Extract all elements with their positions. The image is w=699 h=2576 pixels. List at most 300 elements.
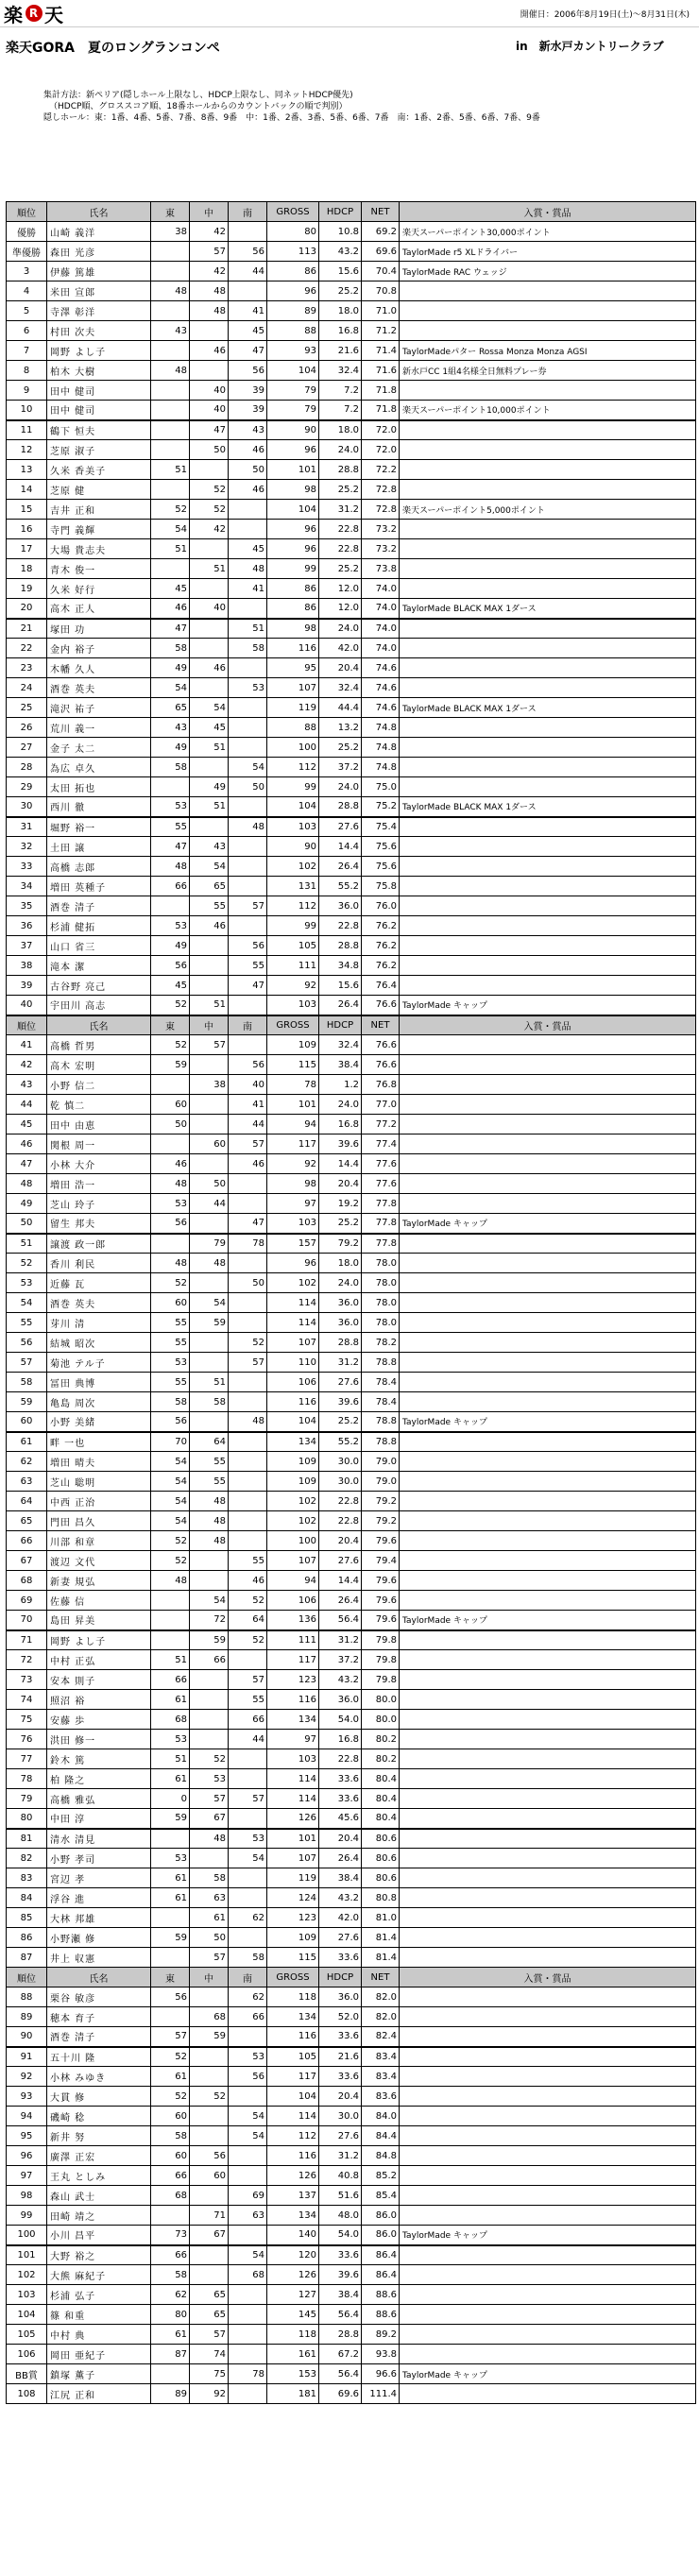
cell-gross: 99: [267, 916, 319, 936]
cell-rank: 29: [7, 777, 47, 797]
cell-hdcp: 25.2: [319, 281, 362, 301]
cell-hdcp: 21.6: [319, 2047, 362, 2067]
cell-net: 75.6: [362, 837, 400, 857]
table-header-row: [7, 1968, 696, 1987]
cell-gross: 134: [267, 2007, 319, 2027]
cell-south: 51: [229, 619, 267, 639]
cell-hdcp: 48.0: [319, 2206, 362, 2226]
cell-east: 54: [151, 1452, 190, 1472]
cell-prize: [400, 1313, 696, 1333]
cell-net: 77.4: [362, 1134, 400, 1154]
cell-south: 55: [229, 1690, 267, 1710]
cell-name: 堀野 裕一: [47, 817, 151, 837]
cell-south: [229, 599, 267, 619]
cell-prize: [400, 1769, 696, 1789]
cell-hdcp: 32.4: [319, 1035, 362, 1055]
cell-gross: 137: [267, 2186, 319, 2206]
table-row: [7, 2245, 696, 2265]
table-row: [7, 797, 696, 817]
cell-east: 59: [151, 1809, 190, 1829]
cell-rank: 94: [7, 2107, 47, 2126]
cell-south: 47: [229, 341, 267, 361]
cell-hdcp: 18.0: [319, 420, 362, 440]
table-row: [7, 599, 696, 619]
cell-name: 森山 武士: [47, 2186, 151, 2206]
cell-south: [229, 2305, 267, 2325]
cell-rank: 83: [7, 1868, 47, 1888]
column-header-net: NET: [362, 1015, 400, 1035]
cell-hdcp: 56.4: [319, 2305, 362, 2325]
cell-gross: 86: [267, 599, 319, 619]
cell-name: 栗谷 敏彦: [47, 1987, 151, 2007]
cell-net: 80.8: [362, 1888, 400, 1908]
cell-net: 88.6: [362, 2285, 400, 2305]
cell-south: 39: [229, 401, 267, 420]
cell-net: 74.6: [362, 658, 400, 678]
cell-east: 73: [151, 2226, 190, 2245]
cell-name: 酒巻 英夫: [47, 1293, 151, 1313]
cell-gross: 109: [267, 1452, 319, 1472]
cell-prize: [400, 2245, 696, 2265]
event-period: 開催日：2006年8月19日(土)〜8月31日(木): [520, 10, 690, 20]
cell-hdcp: 24.0: [319, 777, 362, 797]
table-row: [7, 738, 696, 758]
cell-net: 86.4: [362, 2245, 400, 2265]
table-row: [7, 1670, 696, 1690]
cell-south: 54: [229, 2126, 267, 2146]
cell-south: [229, 837, 267, 857]
cell-south: [229, 2285, 267, 2305]
table-row: [7, 2226, 696, 2245]
cell-name: 小野 孝司: [47, 1849, 151, 1868]
cell-prize: [400, 1670, 696, 1690]
cell-center: 45: [190, 718, 229, 738]
cell-center: [190, 678, 229, 698]
table-row: [7, 381, 696, 401]
cell-gross: 115: [267, 1948, 319, 1968]
table-row: [7, 539, 696, 559]
cell-gross: 181: [267, 2384, 319, 2404]
cell-south: [229, 1492, 267, 1511]
cell-prize: [400, 1690, 696, 1710]
table-row: [7, 2325, 696, 2345]
cell-net: 79.6: [362, 1531, 400, 1551]
cell-prize: [400, 896, 696, 916]
cell-center: 54: [190, 1591, 229, 1611]
cell-name: 大貫 修: [47, 2087, 151, 2107]
cell-name: 近藤 瓦: [47, 1273, 151, 1293]
cell-rank: 28: [7, 758, 47, 777]
cell-hdcp: 32.4: [319, 678, 362, 698]
cell-east: [151, 1948, 190, 1968]
cell-east: 58: [151, 2265, 190, 2285]
cell-hdcp: 31.2: [319, 1353, 362, 1373]
cell-east: 52: [151, 1273, 190, 1293]
table-row: [7, 262, 696, 281]
cell-south: 55: [229, 1551, 267, 1571]
cell-center: 58: [190, 1392, 229, 1412]
cell-center: 52: [190, 1749, 229, 1769]
cell-center: 67: [190, 1809, 229, 1829]
table-row: [7, 1849, 696, 1868]
table-row: [7, 1313, 696, 1333]
cell-gross: 127: [267, 2285, 319, 2305]
cell-net: 93.8: [362, 2345, 400, 2364]
cell-east: 49: [151, 738, 190, 758]
cell-hdcp: 20.4: [319, 1829, 362, 1849]
cell-south: [229, 1392, 267, 1412]
cell-name: 高木 宏明: [47, 1055, 151, 1075]
cell-south: 62: [229, 1987, 267, 2007]
table-row: [7, 658, 696, 678]
table-row: [7, 777, 696, 797]
cell-center: 51: [190, 996, 229, 1015]
cell-center: 59: [190, 2027, 229, 2047]
cell-gross: 116: [267, 1690, 319, 1710]
cell-prize: [400, 1849, 696, 1868]
cell-rank: 89: [7, 2007, 47, 2027]
cell-center: 48: [190, 301, 229, 321]
cell-rank: 25: [7, 698, 47, 718]
cell-south: [229, 1650, 267, 1670]
cell-rank: 106: [7, 2345, 47, 2364]
cell-south: [229, 2226, 267, 2245]
cell-gross: 89: [267, 301, 319, 321]
cell-name: 小野 美緒: [47, 1412, 151, 1432]
table-row: [7, 1571, 696, 1591]
cell-center: 52: [190, 2087, 229, 2107]
cell-hdcp: 33.6: [319, 2067, 362, 2087]
cell-prize: TaylorMade キャップ: [400, 996, 696, 1015]
cell-name: 川部 和章: [47, 1531, 151, 1551]
cell-gross: 94: [267, 1571, 319, 1591]
cell-prize: [400, 2186, 696, 2206]
cell-hdcp: 18.0: [319, 301, 362, 321]
cell-name: 安藤 歩: [47, 1710, 151, 1730]
cell-hdcp: 26.4: [319, 1591, 362, 1611]
table-row: [7, 976, 696, 996]
cell-prize: [400, 1591, 696, 1611]
cell-south: [229, 1174, 267, 1194]
cell-rank: 33: [7, 857, 47, 877]
cell-prize: [400, 2285, 696, 2305]
cell-rank: 10: [7, 401, 47, 420]
cell-hdcp: 38.4: [319, 1055, 362, 1075]
cell-hdcp: 7.2: [319, 401, 362, 420]
cell-east: 54: [151, 520, 190, 539]
cell-prize: [400, 1749, 696, 1769]
cell-gross: 123: [267, 1670, 319, 1690]
cell-hdcp: 51.6: [319, 2186, 362, 2206]
cell-name: 田中 健司: [47, 381, 151, 401]
cell-gross: 111: [267, 956, 319, 976]
cell-prize: [400, 758, 696, 777]
cell-net: 81.4: [362, 1948, 400, 1968]
cell-east: 61: [151, 1868, 190, 1888]
column-header-east: 東: [151, 1968, 190, 1987]
cell-east: 54: [151, 1492, 190, 1511]
cell-south: [229, 916, 267, 936]
cell-name: 岡野 よし子: [47, 1630, 151, 1650]
cell-center: [190, 1154, 229, 1174]
cell-rank: 11: [7, 420, 47, 440]
cell-hdcp: 27.6: [319, 817, 362, 837]
cell-rank: 27: [7, 738, 47, 758]
cell-net: 79.2: [362, 1511, 400, 1531]
cell-gross: 103: [267, 1749, 319, 1769]
cell-net: 84.0: [362, 2107, 400, 2126]
cell-rank: 4: [7, 281, 47, 301]
cell-east: 48: [151, 281, 190, 301]
table-row: [7, 1948, 696, 1968]
cell-rank: 57: [7, 1353, 47, 1373]
cell-net: 83.4: [362, 2067, 400, 2087]
cell-south: 52: [229, 1630, 267, 1650]
cell-east: [151, 2206, 190, 2226]
cell-south: 62: [229, 1908, 267, 1928]
cell-name: 井上 収憲: [47, 1948, 151, 1968]
cell-name: 滝本 潔: [47, 956, 151, 976]
cell-hdcp: 39.6: [319, 1134, 362, 1154]
cell-name: 中村 正弘: [47, 1650, 151, 1670]
cell-rank: 18: [7, 559, 47, 579]
table-row: [7, 1928, 696, 1948]
cell-hdcp: 14.4: [319, 1154, 362, 1174]
cell-net: 73.8: [362, 559, 400, 579]
cell-net: 79.8: [362, 1650, 400, 1670]
table-row: [7, 2047, 696, 2067]
cell-east: [151, 2364, 190, 2384]
table-row: [7, 2285, 696, 2305]
cell-gross: 98: [267, 1174, 319, 1194]
table-row: [7, 817, 696, 837]
cell-center: 54: [190, 1293, 229, 1313]
cell-prize: [400, 2345, 696, 2364]
cell-hdcp: 28.8: [319, 460, 362, 480]
cell-center: 56: [190, 2146, 229, 2166]
cell-gross: 107: [267, 1551, 319, 1571]
table-row: [7, 936, 696, 956]
cell-prize: [400, 2047, 696, 2067]
cell-south: 58: [229, 639, 267, 658]
cell-hdcp: 39.6: [319, 2265, 362, 2285]
cell-center: [190, 1987, 229, 2007]
cell-center: 50: [190, 1928, 229, 1948]
cell-prize: [400, 1373, 696, 1392]
column-header-hdcp: HDCP: [319, 1015, 362, 1035]
cell-net: 69.6: [362, 242, 400, 262]
cell-center: 63: [190, 1888, 229, 1908]
cell-center: 75: [190, 2364, 229, 2384]
cell-gross: 107: [267, 678, 319, 698]
cell-prize: [400, 916, 696, 936]
cell-net: 78.2: [362, 1333, 400, 1353]
column-header-name: 氏名: [47, 1015, 151, 1035]
cell-rank: 66: [7, 1531, 47, 1551]
table-row: [7, 1531, 696, 1551]
table-row: [7, 1868, 696, 1888]
cell-gross: 96: [267, 539, 319, 559]
cell-hdcp: 36.0: [319, 1293, 362, 1313]
cell-center: 64: [190, 1432, 229, 1452]
cell-prize: [400, 2027, 696, 2047]
cell-south: [229, 2325, 267, 2345]
cell-name: 田中 健司: [47, 401, 151, 420]
table-row: [7, 639, 696, 658]
table-row: [7, 2206, 696, 2226]
cell-gross: 78: [267, 1075, 319, 1095]
cell-net: 80.2: [362, 1730, 400, 1749]
table-row: [7, 1273, 696, 1293]
cell-east: 61: [151, 1690, 190, 1710]
cell-center: 48: [190, 1531, 229, 1551]
cell-prize: [400, 1095, 696, 1115]
cell-net: 74.6: [362, 678, 400, 698]
cell-prize: [400, 1353, 696, 1373]
cell-net: 79.6: [362, 1591, 400, 1611]
cell-gross: 104: [267, 797, 319, 817]
cell-gross: 105: [267, 2047, 319, 2067]
cell-name: 高橋 哲男: [47, 1035, 151, 1055]
column-header-net: NET: [362, 1968, 400, 1987]
cell-hdcp: 42.0: [319, 639, 362, 658]
cell-name: 岡田 亜紀子: [47, 2345, 151, 2364]
cell-rank: 43: [7, 1075, 47, 1095]
cell-south: 50: [229, 460, 267, 480]
cell-center: 51: [190, 559, 229, 579]
cell-south: 40: [229, 1075, 267, 1095]
logo-text-right: 天: [44, 3, 64, 26]
cell-prize: [400, 1551, 696, 1571]
cell-center: 48: [190, 1492, 229, 1511]
cell-name: 荒川 義一: [47, 718, 151, 738]
cell-center: 40: [190, 381, 229, 401]
cell-prize: [400, 520, 696, 539]
cell-east: 66: [151, 2166, 190, 2186]
cell-net: 70.4: [362, 262, 400, 281]
cell-east: 53: [151, 1353, 190, 1373]
cell-hdcp: 69.6: [319, 2384, 362, 2404]
cell-rank: 31: [7, 817, 47, 837]
cell-gross: 118: [267, 2325, 319, 2345]
cell-hdcp: 31.2: [319, 500, 362, 520]
cell-gross: 96: [267, 440, 319, 460]
cell-rank: 37: [7, 936, 47, 956]
cell-south: [229, 658, 267, 678]
cell-gross: 94: [267, 1115, 319, 1134]
cell-east: 56: [151, 1987, 190, 2007]
cell-prize: [400, 2126, 696, 2146]
cell-prize: [400, 539, 696, 559]
cell-gross: 99: [267, 777, 319, 797]
cell-name: 柏木 大樹: [47, 361, 151, 381]
cell-prize: TaylorMade BLACK MAX 1ダース: [400, 797, 696, 817]
cell-south: [229, 2087, 267, 2107]
cell-hdcp: 22.8: [319, 520, 362, 539]
cell-center: [190, 2245, 229, 2265]
cell-east: [151, 242, 190, 262]
cell-east: 70: [151, 1432, 190, 1452]
cell-hdcp: 43.2: [319, 1888, 362, 1908]
cell-gross: 124: [267, 1888, 319, 1908]
cell-net: 82.0: [362, 2007, 400, 2027]
cell-center: 71: [190, 2206, 229, 2226]
cell-net: 74.6: [362, 698, 400, 718]
cell-name: 磯崎 稔: [47, 2107, 151, 2126]
cell-net: 84.8: [362, 2146, 400, 2166]
cell-name: 増田 晴夫: [47, 1452, 151, 1472]
cell-center: 42: [190, 520, 229, 539]
cell-south: 54: [229, 758, 267, 777]
column-header-east: 東: [151, 1015, 190, 1035]
cell-rank: 56: [7, 1333, 47, 1353]
cell-hdcp: 67.2: [319, 2345, 362, 2364]
table-row: [7, 420, 696, 440]
cell-south: 53: [229, 2047, 267, 2067]
cell-prize: [400, 936, 696, 956]
cell-south: [229, 738, 267, 758]
cell-center: 65: [190, 877, 229, 896]
cell-net: 81.4: [362, 1928, 400, 1948]
cell-rank: 85: [7, 1908, 47, 1928]
cell-south: 45: [229, 539, 267, 559]
cell-hdcp: 27.6: [319, 1551, 362, 1571]
cell-hdcp: 12.0: [319, 599, 362, 619]
cell-hdcp: 30.0: [319, 1472, 362, 1492]
cell-name: 久米 好行: [47, 579, 151, 599]
cell-rank: 54: [7, 1293, 47, 1313]
cell-net: 71.8: [362, 381, 400, 401]
cell-net: 78.8: [362, 1432, 400, 1452]
table-row: [7, 698, 696, 718]
cell-prize: [400, 1710, 696, 1730]
cell-name: 廣澤 正宏: [47, 2146, 151, 2166]
cell-gross: 96: [267, 520, 319, 539]
cell-prize: [400, 1333, 696, 1353]
cell-east: 55: [151, 1313, 190, 1333]
cell-rank: 12: [7, 440, 47, 460]
cell-rank: 98: [7, 2186, 47, 2206]
cell-net: 79.0: [362, 1452, 400, 1472]
cell-name: 古谷野 亮己: [47, 976, 151, 996]
cell-prize: [400, 1234, 696, 1254]
cell-name: 西川 徹: [47, 797, 151, 817]
cell-rank: 58: [7, 1373, 47, 1392]
cell-net: 80.0: [362, 1710, 400, 1730]
cell-name: 香川 利民: [47, 1254, 151, 1273]
cell-east: 54: [151, 1472, 190, 1492]
cell-net: 83.4: [362, 2047, 400, 2067]
cell-east: 45: [151, 579, 190, 599]
cell-hdcp: 26.4: [319, 996, 362, 1015]
cell-name: 増田 浩一: [47, 1174, 151, 1194]
cell-gross: 92: [267, 1154, 319, 1174]
cell-hdcp: 22.8: [319, 916, 362, 936]
table-row: [7, 896, 696, 916]
cell-prize: [400, 956, 696, 976]
column-header-south: 南: [229, 1968, 267, 1987]
title-row: [6, 38, 693, 57]
cell-east: 66: [151, 2245, 190, 2265]
cell-hdcp: 24.0: [319, 1095, 362, 1115]
cell-net: 75.2: [362, 797, 400, 817]
cell-south: 66: [229, 2007, 267, 2027]
cell-south: 55: [229, 956, 267, 976]
cell-south: 46: [229, 1571, 267, 1591]
cell-net: 73.2: [362, 539, 400, 559]
cell-name: 芽川 清: [47, 1313, 151, 1333]
cell-net: 80.4: [362, 1789, 400, 1809]
